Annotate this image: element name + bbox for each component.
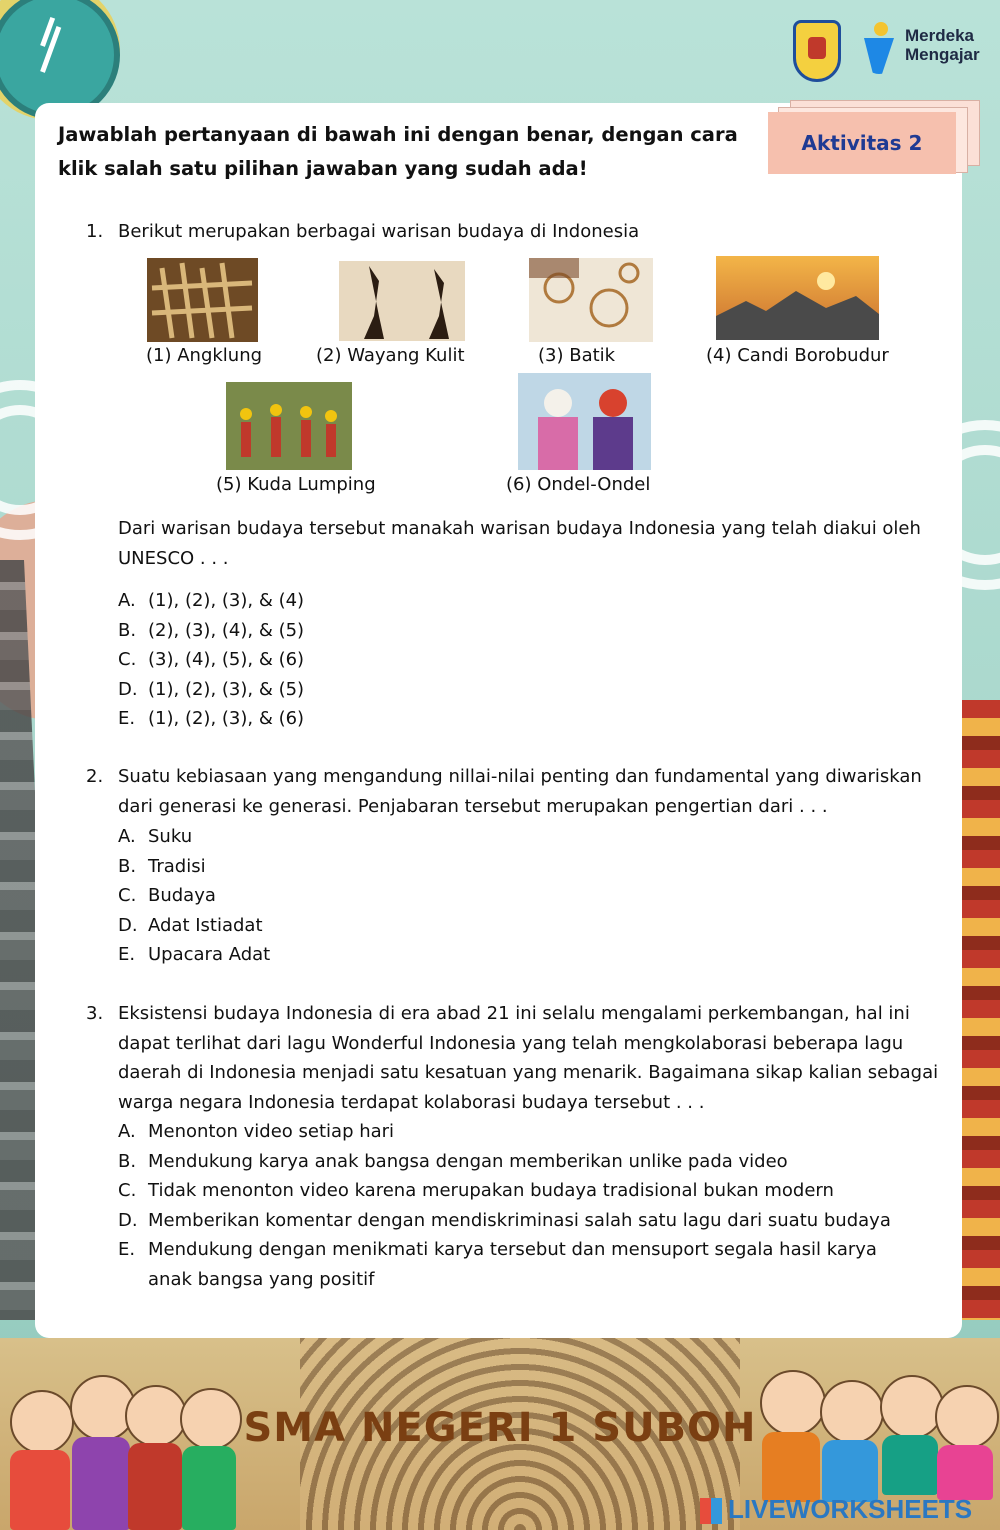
instruction-text: Jawablah pertanyaan di bawah ini dengan benar, dengan cara klik salah satu pilihan jawaban yang sudah ada!: [58, 123, 738, 180]
child-illustration-1-body: [10, 1450, 70, 1530]
child-illustration-1: [10, 1390, 74, 1454]
activity-tab: Aktivitas 2: [768, 112, 956, 174]
merdeka-mengajar-logo-text: Merdeka Mengajar: [905, 26, 980, 64]
child-illustration-6: [820, 1380, 884, 1444]
question-stem: Suatu kebiasaan yang mengandung nillai-nilai penting dan fundamental yang diwariskan dari generasi ke generasi. Penjabaran tersebut merupakan pengertian dari . . .: [118, 766, 922, 817]
kuda-lumping-image: [226, 382, 352, 470]
angklung-image: [147, 258, 258, 342]
image-caption: (5) Kuda Lumping: [216, 474, 376, 495]
liveworksheets-watermark[interactable]: LIVEWORKSHEETS: [728, 1494, 973, 1524]
child-illustration-4-body: [182, 1446, 236, 1530]
question-number: 3.: [86, 1003, 104, 1024]
question-prompt: Dari warisan budaya tersebut manakah warisan budaya Indonesia yang telah diakui oleh UNESCO . . .: [118, 518, 921, 569]
answer-option-c[interactable]: C. Budaya: [118, 885, 216, 906]
question-stem: Eksistensi budaya Indonesia di era abad 21 ini selalu mengalami perkembangan, hal ini dapat terlihat dari lagu Wonderful Indonesia yang telah mengkolaborasi beberapa lagu daerah di Indonesia menjadi satu kesatuan yang menarik. Bagaimana sikap kalian sebagai warga negara Indonesia terdapat kolaborasi budaya tersebut . . .: [118, 1003, 939, 1113]
child-illustration-8-body: [937, 1445, 993, 1500]
answer-option-e[interactable]: E. Upacara Adat: [118, 944, 271, 965]
child-illustration-4: [180, 1388, 242, 1450]
liveworksheets-logo-icon: [700, 1498, 722, 1524]
child-illustration-7: [880, 1375, 944, 1439]
answer-option-a[interactable]: A. Suku: [118, 826, 193, 847]
temple-tower-illustration: [962, 700, 1000, 1320]
child-illustration-5: [760, 1370, 826, 1436]
school-emblem-icon: [793, 20, 841, 82]
child-illustration-7-body: [882, 1435, 938, 1495]
school-name: SMA NEGERI 1 SUBOH: [243, 1405, 757, 1451]
wayang-kulit-image: [339, 261, 465, 341]
child-illustration-3-body: [128, 1443, 182, 1530]
image-caption: (6) Ondel-Ondel: [506, 474, 651, 495]
batik-image: [529, 258, 653, 342]
answer-option-d[interactable]: D. Memberikan komentar dengan mendiskriminasi salah satu lagu dari suatu budaya: [118, 1209, 891, 1231]
answer-option-e[interactable]: E. Mendukung dengan menikmati karya tersebut dan mensuport segala hasil karya anak bangsa yang positif: [118, 1239, 877, 1290]
borobudur-image: [716, 256, 879, 340]
answer-option-e[interactable]: E. (1), (2), (3), & (6): [118, 708, 305, 729]
child-illustration-6-body: [822, 1440, 878, 1502]
child-illustration-3: [125, 1385, 187, 1447]
question-number: 1.: [86, 221, 104, 242]
merdeka-mengajar-logo-icon: [862, 22, 902, 74]
image-caption: (1) Angklung: [146, 345, 263, 366]
child-illustration-2-body: [72, 1437, 130, 1530]
image-caption: (4) Candi Borobudur: [706, 345, 889, 366]
answer-option-a[interactable]: A. Menonton video setiap hari: [118, 1121, 395, 1142]
question-stem: Berikut merupakan berbagai warisan budaya di Indonesia: [118, 221, 640, 242]
answer-option-d[interactable]: D. (1), (2), (3), & (5): [118, 678, 305, 700]
answer-option-b[interactable]: B. (2), (3), (4), & (5): [118, 619, 305, 641]
child-illustration-8: [935, 1385, 999, 1449]
answer-option-c[interactable]: C. Tidak menonton video karena merupakan budaya tradisional bukan modern: [118, 1180, 834, 1201]
answer-option-c[interactable]: C. (3), (4), (5), & (6): [118, 649, 305, 670]
ondel-ondel-image: [518, 373, 651, 470]
image-caption: (3) Batik: [538, 345, 616, 366]
answer-option-a[interactable]: A. (1), (2), (3), & (4): [118, 590, 305, 611]
answer-option-b[interactable]: B. Tradisi: [118, 855, 206, 877]
answer-option-d[interactable]: D. Adat Istiadat: [118, 914, 263, 936]
image-caption: (2) Wayang Kulit: [316, 345, 465, 366]
question-number: 2.: [86, 766, 104, 787]
answer-option-b[interactable]: B. Mendukung karya anak bangsa dengan memberikan unlike pada video: [118, 1150, 788, 1172]
child-illustration-5-body: [762, 1432, 820, 1502]
